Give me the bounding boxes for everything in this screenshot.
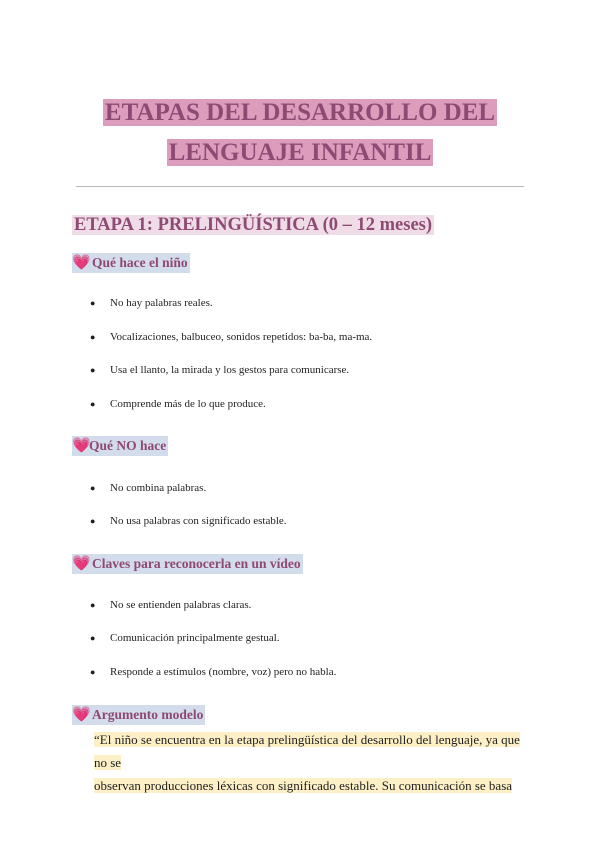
bullet-icon: ● <box>90 399 96 409</box>
heart-icon: 💗 <box>72 255 91 271</box>
bullet-icon: ● <box>90 298 96 308</box>
model-argument-quote <box>94 728 526 797</box>
bullet-icon: ● <box>90 600 96 610</box>
section-heading-video-keys <box>72 554 303 574</box>
title-line-1: ETAPAS DEL DESARROLLO DEL <box>104 99 496 126</box>
bullet-icon: ● <box>90 483 96 493</box>
bullet-icon: ● <box>90 633 96 643</box>
stage-heading-text: ETAPA 1: PRELINGÜÍSTICA (0 – 12 meses) <box>74 215 433 235</box>
section-heading-model-argument <box>72 705 205 725</box>
bullet-icon: ● <box>90 516 96 526</box>
section-heading-text: Claves para reconocerla en un vídeo <box>92 556 301 571</box>
bullet-icon: ● <box>90 365 96 375</box>
section-heading-text: Qué hace el niño <box>92 255 188 270</box>
list-item-text: Responde a estímulos (nombre, voz) pero no habla. <box>110 666 337 678</box>
stage-heading <box>72 211 434 239</box>
quote-line-2: observan producciones léxicas con significado estable. Su comunicación se basa <box>94 778 513 793</box>
title-line-2: LENGUAJE INFANTIL <box>168 139 432 166</box>
section-heading-what-not-does <box>72 436 168 456</box>
list-item-text: Usa el llanto, la mirada y los gestos para comunicarse. <box>110 364 350 376</box>
heart-icon: 💗 <box>72 438 91 454</box>
list-item-text: Comunicación principalmente gestual. <box>110 632 280 644</box>
horizontal-divider <box>76 186 524 187</box>
heart-icon: 💗 <box>72 556 91 572</box>
quote-line-1: “El niño se encuentra en la etapa prelingüística del desarrollo del lenguaje, ya que no se <box>94 732 520 770</box>
section-heading-text: Argumento modelo <box>92 707 204 722</box>
list-item-text: No combina palabras. <box>110 482 207 494</box>
section-heading-what-child-does <box>72 253 190 273</box>
section-heading-text: Qué NO hace <box>89 438 167 453</box>
list-item-text: No hay palabras reales. <box>110 297 213 309</box>
bullet-icon: ● <box>90 667 96 677</box>
document-title <box>0 93 600 173</box>
list-item-text: Comprende más de lo que produce. <box>110 398 266 410</box>
list-item-text: No se entienden palabras claras. <box>110 599 252 611</box>
list-item-text: Vocalizaciones, balbuceo, sonidos repetidos: ba-ba, ma-ma. <box>110 331 373 343</box>
bullet-icon: ● <box>90 332 96 342</box>
list-item-text: No usa palabras con significado estable. <box>110 515 287 527</box>
heart-icon: 💗 <box>72 707 91 723</box>
